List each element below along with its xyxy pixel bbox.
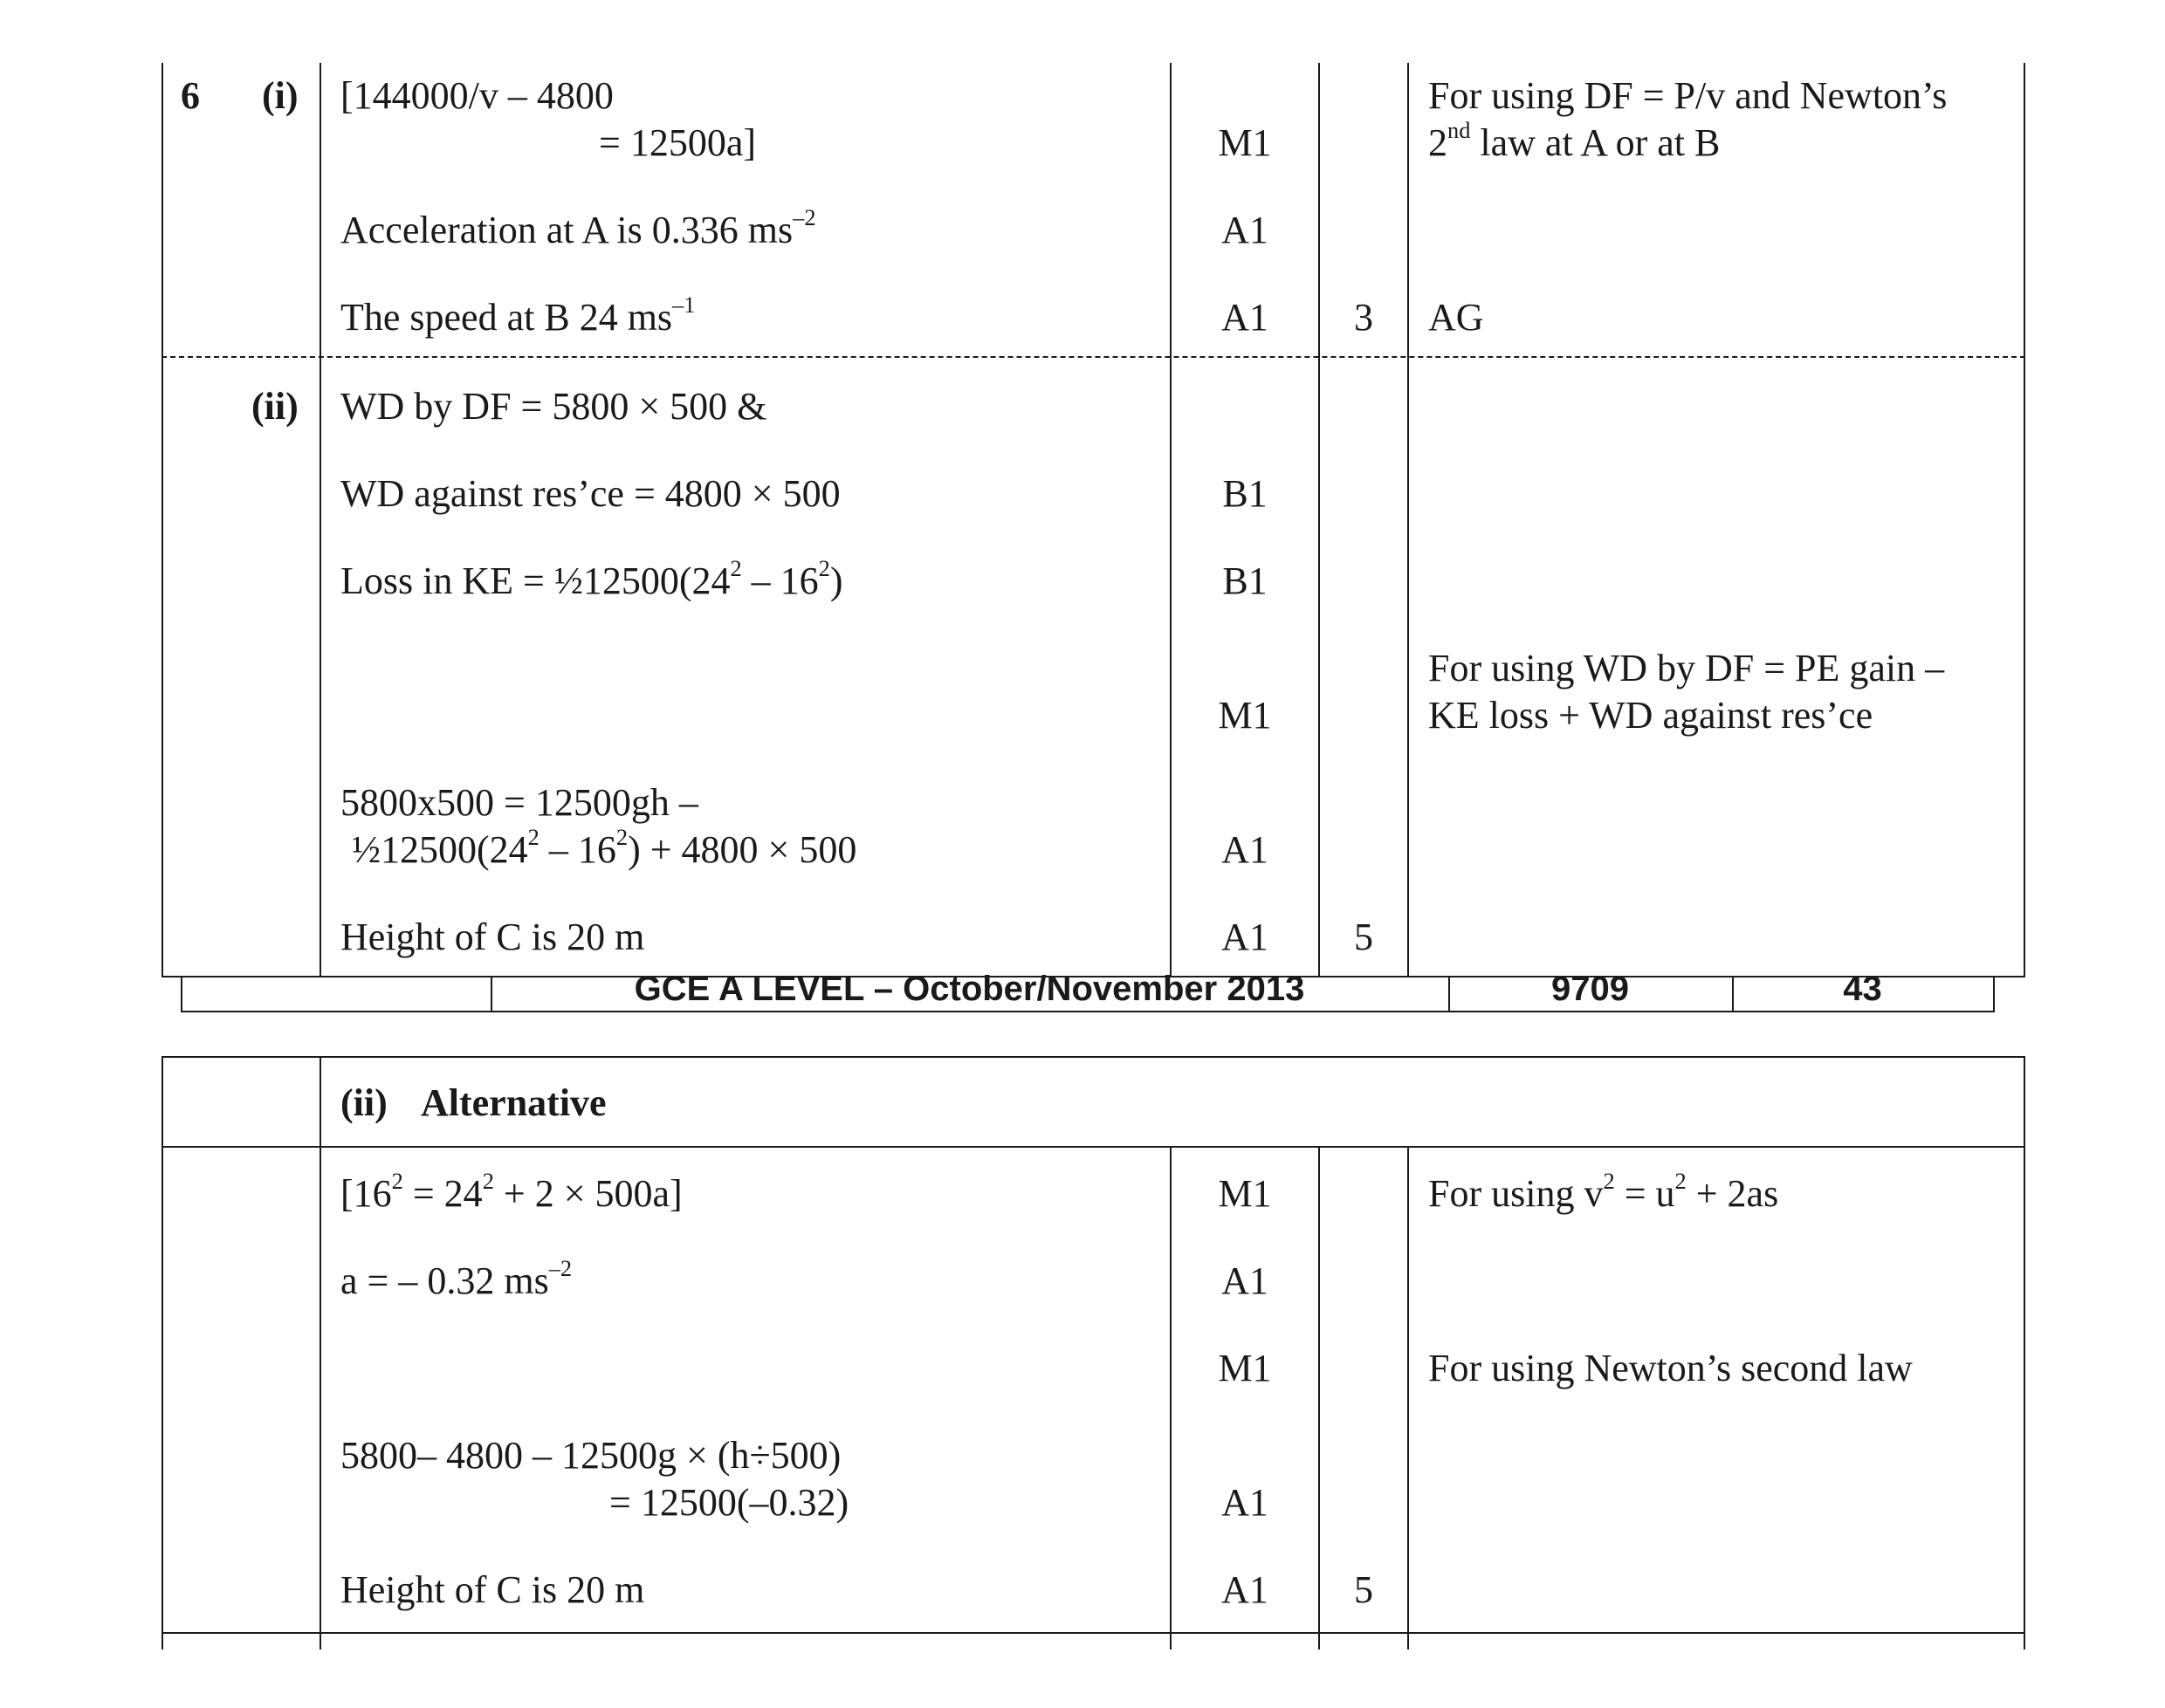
working-text: a = – 0.32 $ms^{-2}$ bbox=[340, 1255, 573, 1302]
mark-code: A1 bbox=[1221, 1568, 1268, 1611]
working-text: WD against res’ce = 4800 × 500 bbox=[340, 472, 841, 515]
working-text: WD by DF = 5800 × 500 & bbox=[340, 385, 767, 428]
working-text: $\frac{1}{2}12500(24^2 - 16^2) + 4800 \times 500$ bbox=[352, 824, 857, 871]
part-separator bbox=[162, 356, 2025, 358]
total-marks: 5 bbox=[1354, 916, 1373, 958]
rule bbox=[181, 1011, 1994, 1012]
paper-number: 43 bbox=[1843, 970, 1882, 1008]
alternative-heading: Alternative bbox=[421, 1081, 607, 1124]
rule bbox=[1407, 63, 1409, 977]
syllabus-code: 9709 bbox=[1551, 970, 1629, 1008]
rule bbox=[320, 1056, 321, 1650]
guidance-text: For using Newton’s second law bbox=[1428, 1347, 1913, 1389]
guidance-text: KE loss + WD against res’ce bbox=[1428, 694, 1873, 737]
working-text: $[16^2 = 24^2 + 2 \times 500a]$ bbox=[340, 1168, 683, 1215]
guidance-text: For using $v^2 = u^2 + 2as$ bbox=[1428, 1168, 1779, 1215]
working-text: Height of C is 20 m bbox=[340, 916, 645, 958]
mark-code: M1 bbox=[1218, 694, 1272, 737]
mark-code: A1 bbox=[1221, 1481, 1268, 1524]
mark-code: M1 bbox=[1218, 1347, 1272, 1389]
working-text: 5800– 4800 – 12500g × (h÷500) bbox=[340, 1434, 842, 1477]
working-text: Height of C is 20 m bbox=[340, 1568, 645, 1611]
guidance-text: 2nd law at A or at B bbox=[1428, 117, 1721, 164]
working-text: The speed at B 24 $ms^{-1}$ bbox=[340, 292, 696, 339]
working-text: [144000/v – 4800 bbox=[340, 74, 614, 117]
rule bbox=[1993, 977, 1995, 1012]
mark-code: M1 bbox=[1218, 121, 1272, 164]
total-marks: 3 bbox=[1354, 296, 1373, 339]
rule bbox=[2024, 1056, 2025, 1650]
total-marks: 5 bbox=[1354, 1568, 1373, 1611]
working-text: Acceleration at A is 0.336 $ms^{-2}$ bbox=[340, 204, 816, 251]
mark-code: A1 bbox=[1221, 916, 1268, 958]
working-text: = 12500a] bbox=[599, 121, 756, 164]
rule bbox=[181, 977, 182, 1012]
mark-code: M1 bbox=[1218, 1172, 1272, 1215]
guidance-text: For using WD by DF = PE gain – bbox=[1428, 647, 1945, 689]
page-header-title: GCE A LEVEL – October/November 2013 bbox=[634, 970, 1305, 1008]
rule bbox=[162, 1056, 2025, 1058]
guidance-text: AG bbox=[1428, 296, 1484, 339]
rule bbox=[162, 1056, 163, 1650]
working-text: = 12500(–0.32) bbox=[609, 1481, 849, 1524]
mark-code: A1 bbox=[1221, 828, 1268, 871]
rule bbox=[162, 63, 163, 977]
working-text: 5800x500 = 12500gh – bbox=[340, 781, 698, 824]
rule bbox=[320, 63, 321, 977]
working-text: Loss in KE = $\frac{1}{2}12500(24^2 - 16^2)$ bbox=[340, 555, 843, 602]
alternative-heading-label: (ii) bbox=[340, 1081, 388, 1124]
part-label-i: (i) bbox=[262, 74, 299, 117]
rule bbox=[2024, 63, 2025, 977]
mark-code: B1 bbox=[1222, 472, 1268, 515]
part-label-ii: (ii) bbox=[251, 385, 299, 428]
question-number: 6 bbox=[181, 74, 200, 117]
mark-code: A1 bbox=[1221, 1259, 1268, 1302]
mark-code: A1 bbox=[1221, 296, 1268, 339]
rule bbox=[162, 1632, 2025, 1634]
rule bbox=[162, 1146, 2025, 1148]
guidance-text: For using DF = P/v and Newton’s bbox=[1428, 74, 1948, 117]
mark-code: B1 bbox=[1222, 559, 1268, 602]
mark-code: A1 bbox=[1221, 209, 1268, 251]
